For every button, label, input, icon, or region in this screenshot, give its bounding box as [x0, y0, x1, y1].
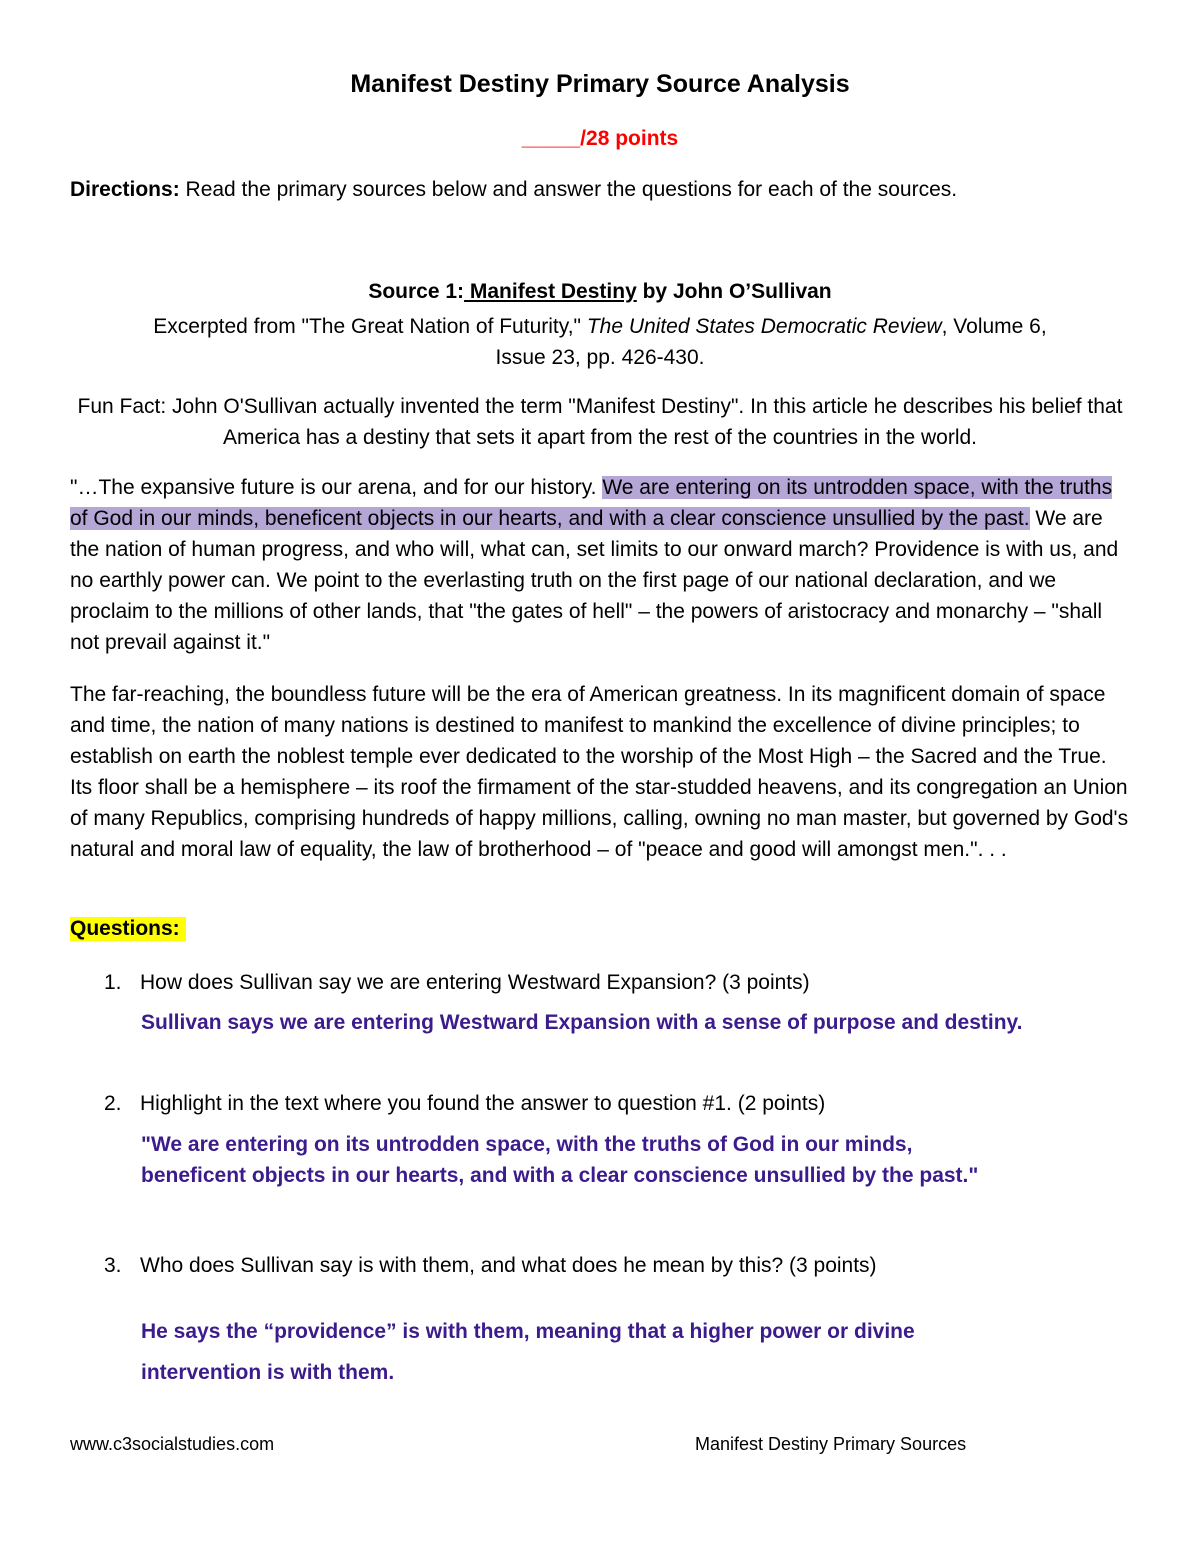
source-title: Manifest Destiny [464, 280, 637, 303]
citation-text-c: Issue 23, pp. 426-430. [495, 346, 705, 369]
citation-text-b: , Volume 6, [941, 315, 1047, 338]
questions-label: Questions: [70, 917, 186, 941]
question-number: 3. [104, 1254, 122, 1277]
answer-line: He says the “providence” is with them, meaning that a higher power or divine [141, 1320, 915, 1343]
question-3 [104, 1250, 877, 1281]
directions-text: Read the primary sources below and answer the questions for each of the sources. [179, 178, 958, 201]
answer-line: intervention is with them. [141, 1361, 395, 1384]
answer-line: "We are entering on its untrodden space, with the truths of God in our minds, [141, 1133, 913, 1156]
citation-text-a: Excerpted from "The Great Nation of Futurity," [153, 315, 587, 338]
page-title: Manifest Destiny Primary Source Analysis [350, 70, 850, 98]
source-author: by John O’Sullivan [636, 280, 832, 303]
points-score: _____/28 points [521, 127, 679, 150]
directions [70, 178, 957, 202]
passage-text-a: "…The expansive future is our arena, and for our history. [70, 476, 603, 499]
answer-3 [141, 1311, 915, 1393]
answer-2 [141, 1129, 978, 1191]
highlighted-text: We are entering on its untrodden space, with the truths of God in our minds, beneficent objects in our hearts, and with a clear conscience unsullied by the past. [70, 476, 1113, 530]
answer-1 [141, 1007, 1022, 1038]
answer-line: Sullivan says we are entering Westward Expansion with a sense of purpose and destiny. [141, 1011, 1023, 1034]
answer-line: beneficent objects in our hearts, and with a clear conscience unsullied by the past." [141, 1164, 979, 1187]
question-number: 2. [104, 1092, 122, 1115]
passage-paragraph-1 [70, 472, 1130, 658]
source-citation [70, 311, 1130, 373]
footer-website: www.c3socialstudies.com [70, 1434, 275, 1454]
source-prefix: Source 1: [368, 280, 465, 303]
citation-journal: The United States Democratic Review [586, 315, 942, 338]
footer-document-name: Manifest Destiny Primary Sources [695, 1434, 967, 1454]
fun-fact: Fun Fact: John O'Sullivan actually invented the term "Manifest Destiny". In this article he describes his belief that America has a destiny that sets it apart from the rest of the countries in the world. [77, 395, 1123, 449]
question-2 [104, 1088, 825, 1119]
question-number: 1. [104, 971, 122, 994]
passage-paragraph-2: The far-reaching, the boundless future will be the era of American greatness. In its magnificent domain of space and time, the nation of many nations is destined to manifest to mankind the excellence of divine principles; to establish on earth the noblest temple ever dedicated to the worship of the Most High – the Sacred and the True. Its floor shall be a hemisphere – its roof the firmament of the star-studded heavens, and its congregation an Union of many Republics, comprising hundreds of happy millions, calling, owning no man master, but governed by God's natural and moral law of equality, the law of brotherhood – of "peace and good will amongst men.". . . [70, 683, 1129, 861]
directions-label: Directions: [70, 178, 180, 201]
passage-text-b: We are the nation of human progress, and who will, what can, set limits to our onward march? Providence is with us, and no earthly power can. We point to the everlasting truth on the first page of our national declaration, and we proclaim to the millions of other lands, that "the gates of hell" – the powers of aristocracy and monarchy – "shall not prevail against it." [70, 507, 1119, 654]
source-heading [0, 280, 1200, 304]
question-text: Who does Sullivan say is with them, and what does he mean by this? (3 points) [140, 1254, 877, 1277]
question-text: Highlight in the text where you found the answer to question #1. (2 points) [140, 1092, 826, 1115]
question-1 [104, 967, 810, 998]
question-text: How does Sullivan say we are entering Westward Expansion? (3 points) [140, 971, 810, 994]
